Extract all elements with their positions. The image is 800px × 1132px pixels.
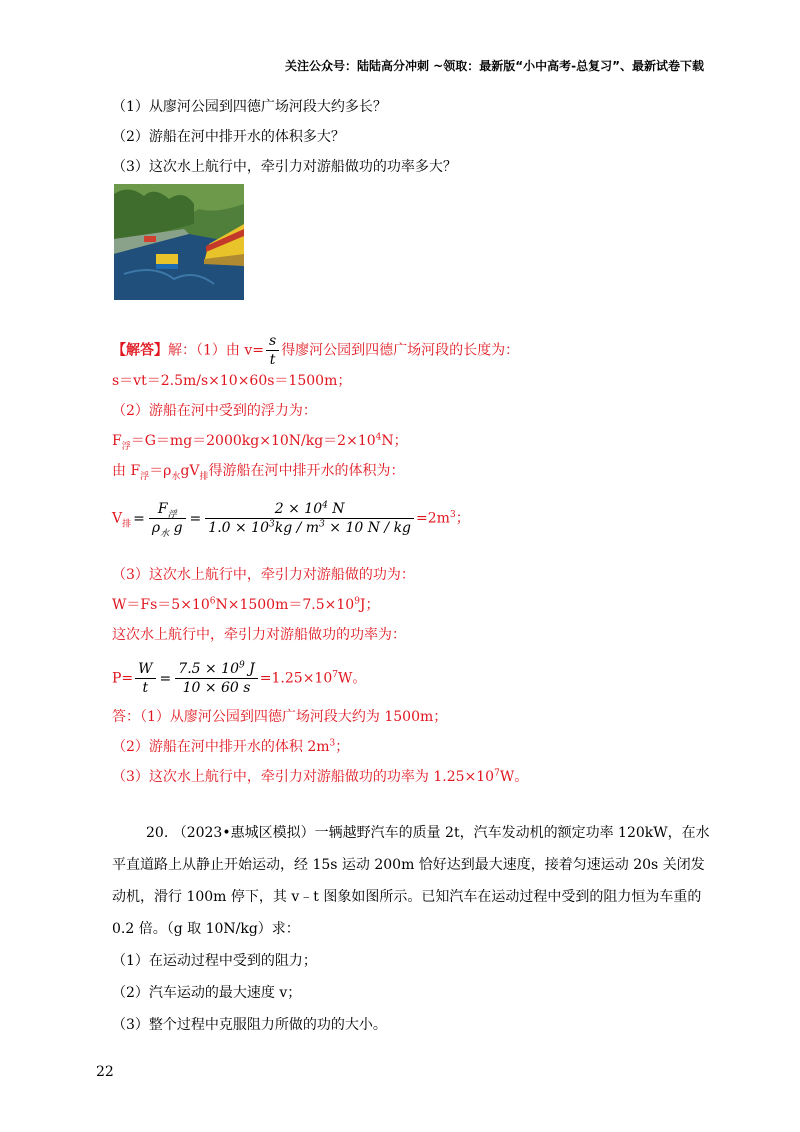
page-header: 关注公众号：陆陆高分冲刺 ~领取：最新版“小中高考-总复习”、最新试卷下载 [285,59,704,73]
fraction-f-over-rho-g: $\frac{F_浮}{\rho_水 g}$ [149,500,186,537]
problem-20-sub-1: （1）在运动过程中受到的阻力； [112,953,317,969]
problem-20-sub-3: （3）整个过程中克服阻力所做的功的大小。 [112,1017,387,1033]
river-boat-photo [114,184,244,300]
problem-20-line-1: 20. （2023•惠城区模拟）一辆越野汽车的质量 2t，汽车发动机的额定功率 120kW，在水 [146,825,710,841]
question-1: （1）从廖河公园到四德广场河段大约多长？ [112,99,387,115]
fraction-volume-values: $\frac{2 \times 10^4 N}{1.0 \times 10^3kg / m^3 \times 10 N / kg}$ [205,500,414,537]
question-2: （2）游船在河中排开水的体积多大？ [112,129,345,145]
fraction-power-values: $\frac{7.5 \times 10^9 J}{10 \times 60 s}$ [175,660,258,697]
volume-intro: 由 $F_浮=\rho_水gV_排$得游船在河中排开水的体积为： [112,463,405,482]
problem-20-line-4: 0.2 倍。（g 取 10N/kg）求： [112,921,300,937]
final-answer-3: （3）这次水上航行中，牵引力对游船做功的功率为 $1.25\times 10^7W$。 [112,768,529,785]
problem-20-line-3: 动机，滑行 100m 停下，其 v﹣t 图象如图所示。已知汽车在运动过程中受到的阻力恒为车重的 [112,889,702,905]
final-answer-2: （2）游船在河中排开水的体积 $2m^3$； [112,738,350,755]
final-answer-1: 答：（1）从廖河公园到四德广场河段大约为 1500m； [112,709,448,725]
question-3: （3）这次水上航行中，牵引力对游船做功的功率多大？ [112,159,457,175]
power-formula: P= $\frac{W}{t}$ = $\frac{7.5 \times 10^9 J}{10 \times 60 s}$ $=1.25\times 10^7W$。 [112,660,367,696]
answer-tag: 【解答】 [112,342,168,359]
fraction-w-over-t: $\frac{W}{t}$ [135,660,155,697]
problem-20-line-2: 平直道路上从静止开始运动，经 15s 运动 200m 恰好达到最大速度，接着匀速运动 20s 关闭发 [112,857,705,873]
answer-intro: 【解答】解：（1）由 v= $\frac{s}{t}$ 得廖河公园到四德广场河段的长度为： [112,333,520,368]
page-number: 22 [96,1064,114,1080]
work-title: （3）这次水上航行中，牵引力对游船做的功为： [112,567,415,583]
buoyancy-calc: $F_浮=G=mg=2000kg\times 10N/kg=2\times 10^4N$； [112,432,408,452]
buoyancy-title: （2）游船在河中受到的浮力为： [112,403,317,419]
distance-calc: s＝vt＝2.5m/s×10×60s＝1500m； [112,373,352,389]
problem-20-sub-2: （2）汽车运动的最大速度 v； [112,985,302,1001]
work-calc: $W=Fs=5\times 10^6N\times 1500m=7.5\times 10^9J$； [112,596,380,613]
power-title: 这次水上航行中，牵引力对游船做功的功率为： [112,627,406,643]
fraction-s-over-t: $\frac{s}{t}$ [266,332,279,369]
volume-formula: $V_排$ = $\frac{F_浮}{\rho_水 g}$ = $\frac{2 \times 10^4 N}{1.0 \times 10^3kg / m^3 \times 10 N / kg}$ $=2m^3$； [112,500,470,539]
